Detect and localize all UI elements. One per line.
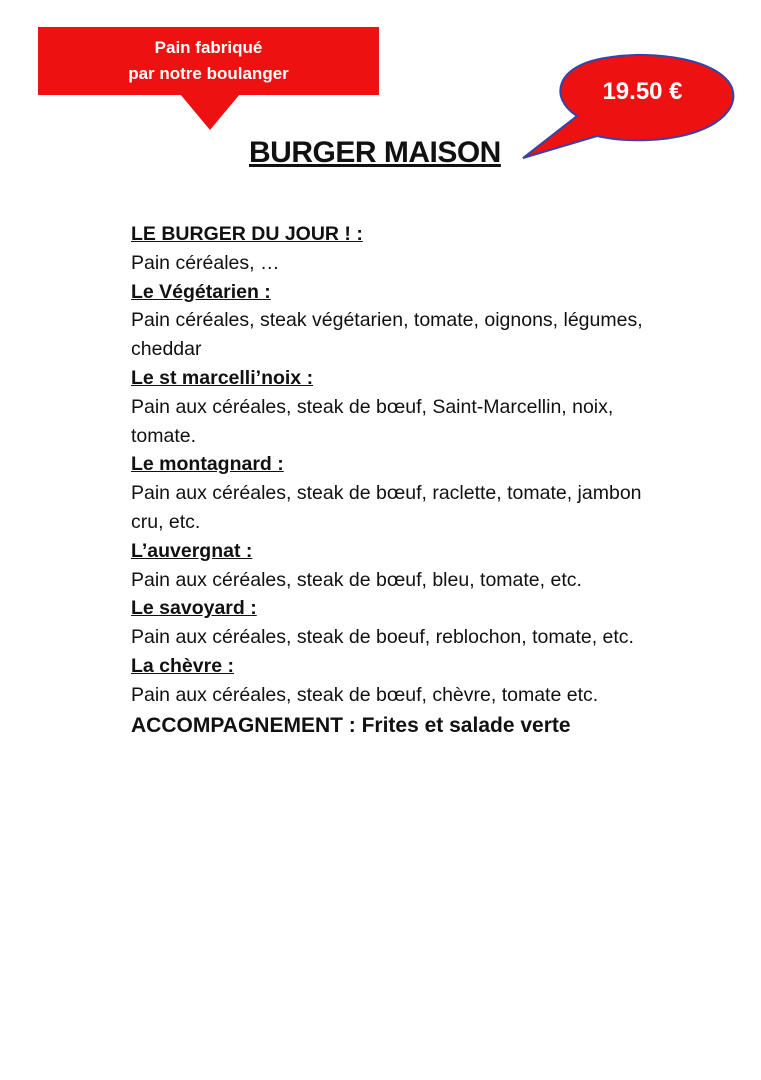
down-arrow-icon xyxy=(180,94,240,130)
menu-item-name: LE BURGER DU JOUR ! : xyxy=(131,223,363,245)
menu-item-description: Pain aux céréales, steak de bœuf, chèvre, tomate etc. xyxy=(131,683,599,706)
menu-list xyxy=(131,220,651,740)
menu-item xyxy=(131,278,651,364)
menu-item-description: Pain aux céréales, steak de bœuf, Saint-Marcellin, noix, tomate. xyxy=(131,395,614,447)
menu-item-name: Le savoyard : xyxy=(131,597,257,620)
menu-item-name: Le st marcelli’noix : xyxy=(131,366,314,389)
menu-item xyxy=(131,594,651,652)
menu-item xyxy=(131,537,651,595)
menu-item xyxy=(131,450,651,536)
menu-item-description: Pain céréales, steak végétarien, tomate, oignons, légumes, cheddar xyxy=(131,309,643,361)
accompaniment-line: ACCOMPAGNEMENT : Frites et salade verte xyxy=(131,713,571,737)
menu-item xyxy=(131,364,651,450)
menu-item-description: Pain aux céréales, steak de bœuf, raclette, tomate, jambon cru, etc. xyxy=(131,482,642,533)
menu-item-description: Pain aux céréales, steak de boeuf, reblochon, tomate, etc. xyxy=(131,626,634,649)
menu-item-name: Le montagnard : xyxy=(131,453,284,476)
callout-line-1: Pain fabriqué xyxy=(154,38,263,57)
menu-item-name: Le Végétarien : xyxy=(131,280,271,303)
menu-item xyxy=(131,652,651,710)
bread-callout-box xyxy=(38,27,379,95)
page-title: BURGER MAISON xyxy=(249,136,501,169)
menu-item-name: L’auvergnat : xyxy=(131,539,253,562)
callout-line-2: par notre boulanger xyxy=(128,64,289,83)
menu-item-description: Pain céréales, … xyxy=(131,251,280,274)
menu-item-name: La chèvre : xyxy=(131,654,234,677)
menu-item-description: Pain aux céréales, steak de bœuf, bleu, tomate, etc. xyxy=(131,568,582,591)
menu-item xyxy=(131,220,651,278)
price-label: 19.50 € xyxy=(602,78,683,105)
